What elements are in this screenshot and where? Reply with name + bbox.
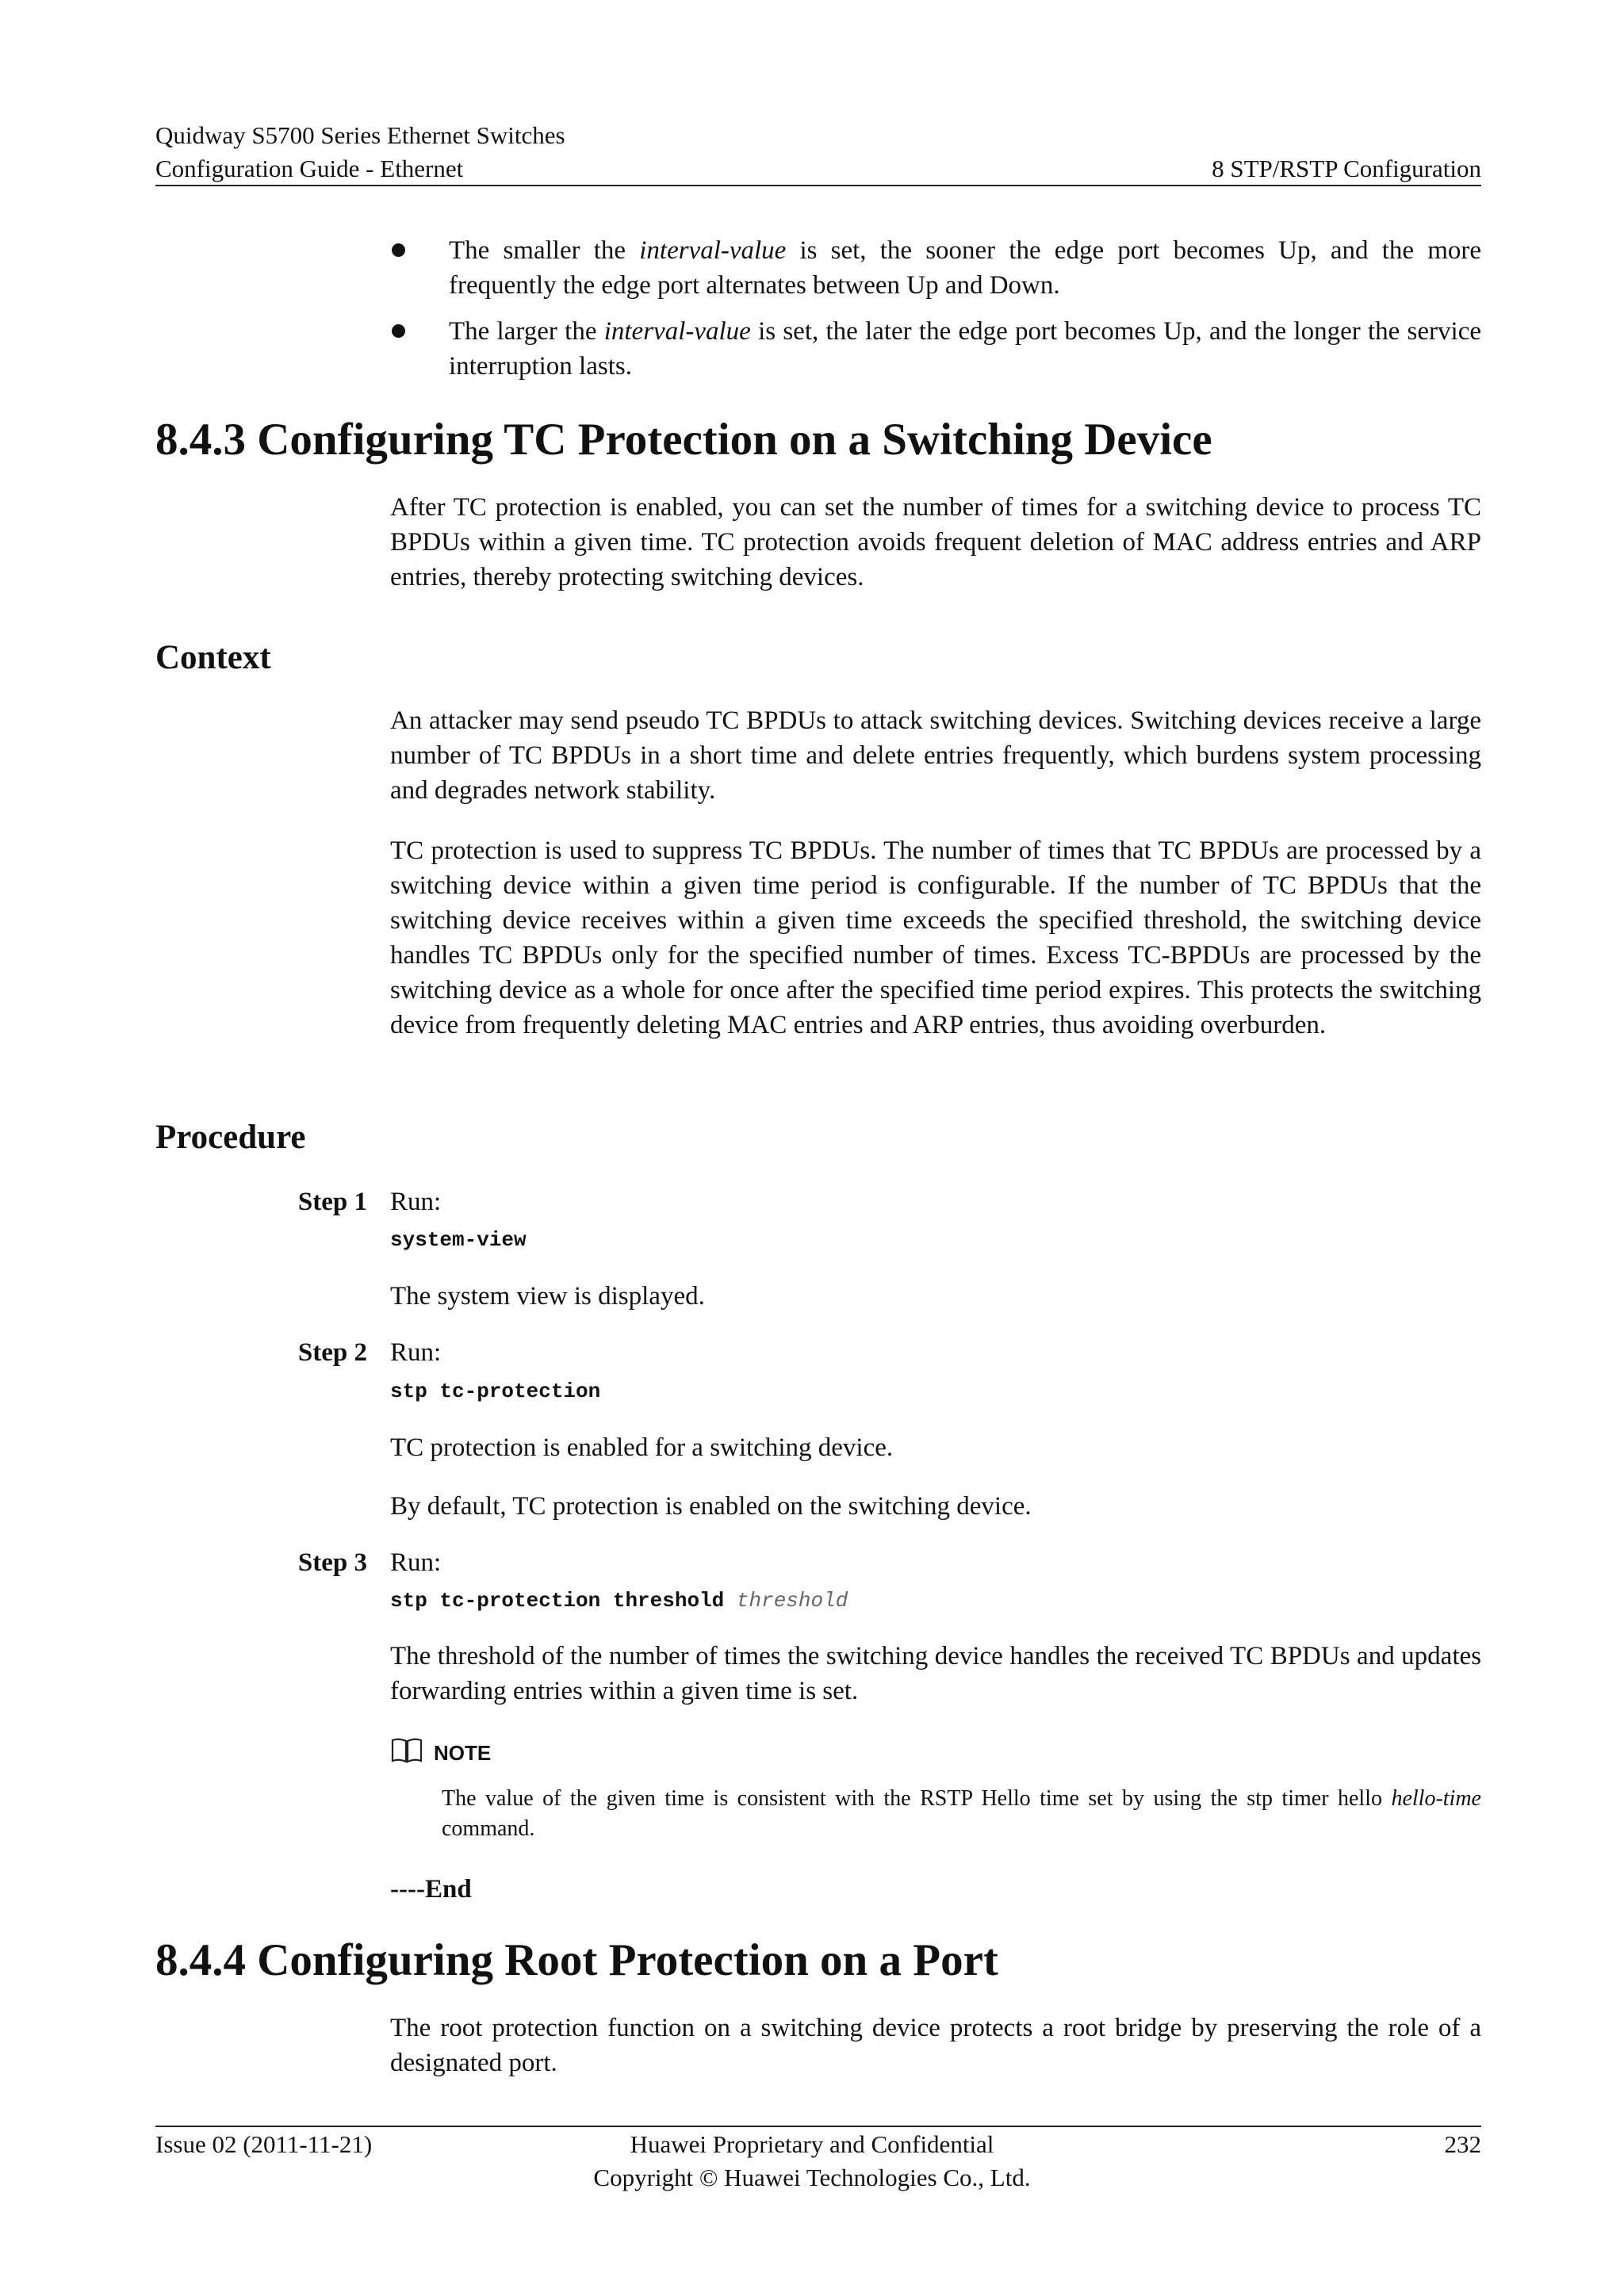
section-844-title: 8.4.4 Configuring Root Protection on a Port	[155, 1935, 998, 1985]
step-3-command	[390, 1586, 848, 1615]
step-3-command-text: stp tc-protection threshold	[390, 1589, 725, 1613]
step-1-desc: The system view is displayed.	[390, 1282, 705, 1311]
note-text-pre: The value of the given time is consistent with the RSTP Hello time set by using the stp timer hello	[442, 1786, 1392, 1811]
bullet-dot-2	[392, 324, 405, 338]
step-3-desc: The threshold of the number of times the switching device handles the received TC BPDUs and updates forwarding entries within a given time is set.	[390, 1642, 1481, 1705]
step-1-label: Step 1	[297, 1188, 367, 1216]
bullet-item-2	[449, 314, 1481, 384]
section-843-intro: After TC protection is enabled, you can set the number of times for a switching device to process TC BPDUs within a given time. TC protection avoids frequent deletion of MAC address entries and ARP entries, thereby protecting switching devices.	[390, 493, 1481, 591]
bullet-1-pre: The smaller the	[449, 236, 640, 265]
context-paragraph-1: An attacker may send pseudo TC BPDUs to attack switching devices. Switching devices receive a large number of TC BPDUs in a short time and delete entries frequently, which burdens system processing and degrades network stability.	[390, 706, 1481, 805]
step-2-label: Step 2	[297, 1338, 367, 1367]
step-2-command-text: stp tc-protection	[390, 1380, 601, 1403]
step-2-run: Run:	[390, 1338, 442, 1367]
context-heading: Context	[155, 639, 271, 676]
note-text-post: command.	[442, 1816, 535, 1841]
bullet-2-post: is set, the later the edge port becomes Up, and the longer the service interruption lasts.	[449, 317, 1481, 381]
note-text	[442, 1784, 1481, 1844]
bullet-dot-1	[392, 243, 405, 257]
bullet-1-post: is set, the sooner the edge port becomes Up, and the more frequently the edge port alternates between Up and Down.	[449, 236, 1481, 300]
step-3-run: Run:	[390, 1548, 442, 1577]
context-paragraph-2: TC protection is used to suppress TC BPDUs. The number of times that TC BPDUs are processed by a switching device within a given time period is configurable. If the number of TC BPDUs that the switching device receives within a given time exceeds the specified threshold, the switching device handles TC BPDUs only for the specified number of times. Excess TC-BPDUs are processed by the switching device as a whole for once after the specified time period expires. This protects the switching device from frequently deleting MAC entries and ARP entries, thus avoiding overburden.	[390, 836, 1481, 1039]
step-3-command-arg: threshold	[736, 1589, 848, 1613]
header-product: Quidway S5700 Series Ethernet Switches	[155, 121, 565, 149]
procedure-end: ----End	[390, 1875, 472, 1904]
bullet-item-1	[449, 233, 1481, 303]
note-label: NOTE	[434, 1741, 492, 1765]
procedure-heading: Procedure	[155, 1119, 306, 1156]
book-icon	[390, 1736, 423, 1765]
header-guide: Configuration Guide - Ethernet	[155, 155, 464, 182]
section-844-intro: The root protection function on a switching device protects a root bridge by preserving the role of a designated port.	[390, 2014, 1481, 2077]
footer-rule	[155, 2126, 1481, 2127]
bullet-2-pre: The larger the	[449, 317, 604, 346]
note-text-em: hello-time	[1391, 1786, 1481, 1811]
header-rule	[155, 185, 1481, 186]
step-2-desc-1: TC protection is enabled for a switching device.	[390, 1433, 894, 1462]
footer-issue: Issue 02 (2011-11-21)	[155, 2130, 373, 2158]
step-1-command	[390, 1226, 527, 1254]
bullet-2-em: interval-value	[603, 317, 751, 346]
step-3-label: Step 3	[297, 1548, 367, 1577]
step-2-command	[390, 1377, 600, 1406]
step-1-command-text: system-view	[390, 1228, 527, 1252]
bullet-1-em: interval-value	[639, 236, 787, 265]
footer-copyright: Copyright © Huawei Technologies Co., Ltd.	[593, 2164, 1031, 2191]
header-chapter: 8 STP/RSTP Configuration	[1212, 155, 1481, 182]
step-2-desc-2: By default, TC protection is enabled on the switching device.	[390, 1492, 1032, 1521]
footer-page-number: 232	[1444, 2130, 1481, 2158]
step-1-run: Run:	[390, 1188, 442, 1216]
footer-confidential: Huawei Proprietary and Confidential	[630, 2130, 994, 2158]
section-843-title: 8.4.3 Configuring TC Protection on a Switching Device	[155, 415, 1212, 465]
